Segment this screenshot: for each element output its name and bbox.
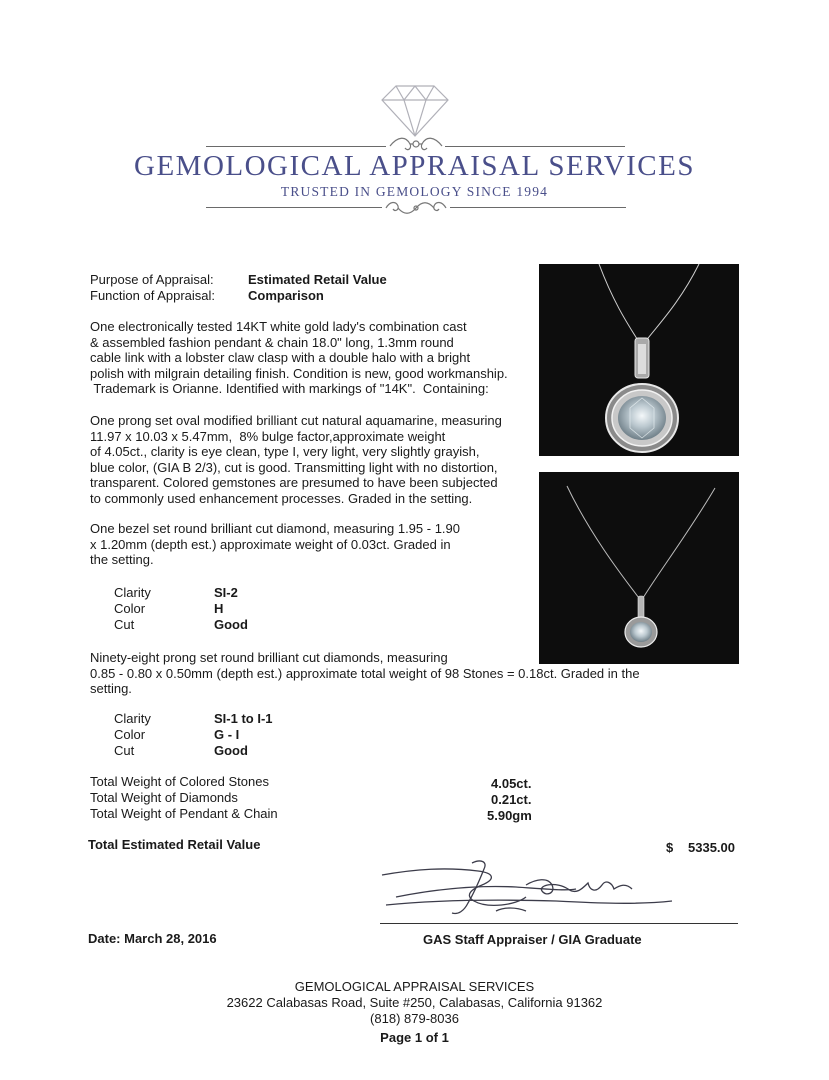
- total-colored-value: 4.05ct.: [491, 776, 532, 791]
- footer-phone: (818) 879-8036: [370, 1011, 459, 1026]
- total-colored-label: Total Weight of Colored Stones: [90, 774, 269, 789]
- item-description: One electronically tested 14KT white gold lady's combination cast & assembled fashion pendant & chain 18.0" long, 1.3mm round cable link with a lobster claw clasp with a double halo with a bright polish with milgrain detailing finish. Condition is new, good workmanship. Trademark is Orianne. Identified with markings of "14K". Containing:: [90, 319, 508, 397]
- grade2-color-value: G - I: [214, 727, 240, 742]
- total-weight-label: Total Weight of Pendant & Chain: [90, 806, 278, 821]
- retail-currency: $: [666, 840, 674, 855]
- function-label: Function of Appraisal:: [90, 288, 216, 303]
- grade1-clarity-value: SI-2: [214, 585, 238, 600]
- grade1-cut-label: Cut: [114, 617, 135, 632]
- pendant-closeup-photo: [539, 264, 739, 456]
- grade2-color-label: Color: [114, 727, 146, 742]
- retail-amount: 5335.00: [688, 840, 735, 855]
- total-diamonds-value: 0.21ct.: [491, 792, 532, 807]
- appraiser-signature: [376, 855, 676, 930]
- grade2-cut-value: Good: [214, 743, 248, 758]
- company-title: GEMOLOGICAL APPRAISAL SERVICES: [134, 150, 695, 182]
- purpose-value: Estimated Retail Value: [248, 272, 387, 287]
- footer-company: GEMOLOGICAL APPRAISAL SERVICES: [294, 979, 535, 994]
- total-weight-value: 5.90gm: [487, 808, 532, 823]
- grade2-clarity-label: Clarity: [114, 711, 151, 726]
- flourish-bottom-icon: [382, 197, 450, 224]
- grade2-cut-label: Cut: [114, 743, 135, 758]
- necklace-full-photo: [539, 472, 739, 664]
- appraisal-date: Date: March 28, 2016: [88, 931, 217, 946]
- footer-address: 23622 Calabasas Road, Suite #250, Calabasas, California 91362: [226, 995, 603, 1010]
- retail-value-label: Total Estimated Retail Value: [88, 837, 261, 852]
- halo-diamonds-description: Ninety-eight prong set round brilliant cut diamonds, measuring 0.85 - 0.80 x 0.50mm (depth est.) approximate total weight of 98 Stones = 0.18ct. Graded in the setting.: [90, 650, 640, 697]
- company-tagline: TRUSTED IN GEMOLOGY SINCE 1994: [280, 184, 549, 199]
- grade1-clarity-label: Clarity: [114, 585, 151, 600]
- grade2-clarity-value: SI-1 to I-1: [214, 711, 273, 726]
- grade1-cut-value: Good: [214, 617, 248, 632]
- appraiser-title: GAS Staff Appraiser / GIA Graduate: [423, 932, 642, 947]
- aquamarine-description: One prong set oval modified brilliant cut natural aquamarine, measuring 11.97 x 10.03 x 5.47mm, 8% bulge factor,approximate weight of 4.05ct., clarity is eye clean, type I, very light, very slightly grayish, blue color, (GIA B 2/3), cut is good. Transmitting light with no distortion, transparent. Colored gemstones are presumed to have been subjected to commonly used enhancement processes. Graded in the setting.: [90, 413, 502, 506]
- total-diamonds-label: Total Weight of Diamonds: [90, 790, 238, 805]
- bezel-diamond-description: One bezel set round brilliant cut diamond, measuring 1.95 - 1.90 x 1.20mm (depth est.) approximate weight of 0.03ct. Graded in the setting.: [90, 521, 460, 568]
- grade1-color-label: Color: [114, 601, 146, 616]
- function-value: Comparison: [248, 288, 324, 303]
- purpose-label: Purpose of Appraisal:: [90, 272, 214, 287]
- page-number: Page 1 of 1: [380, 1030, 449, 1045]
- grade1-color-value: H: [214, 601, 224, 616]
